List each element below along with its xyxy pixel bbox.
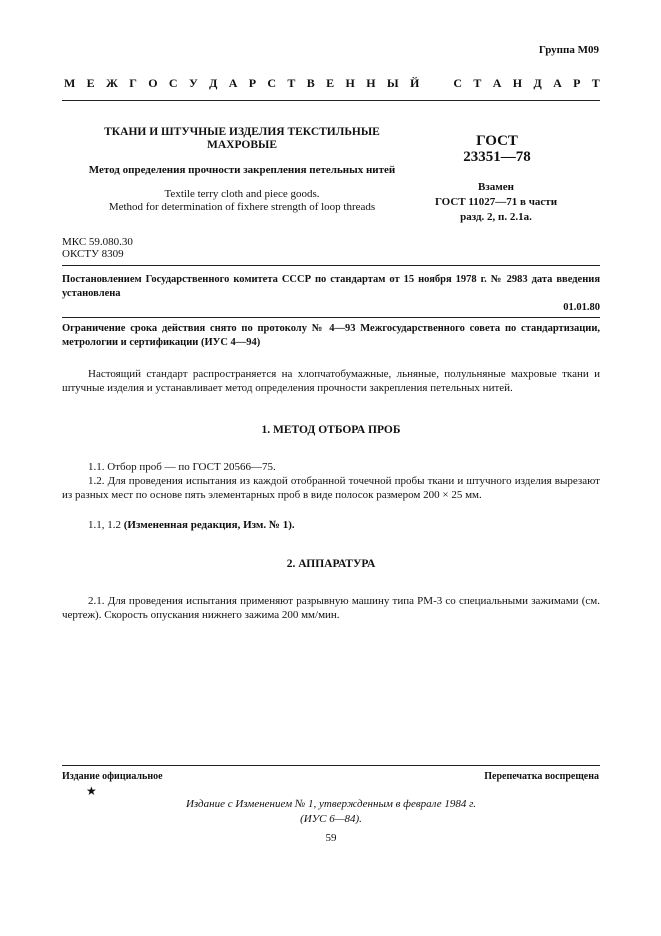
amendment-ref: 1.1, 1.2 xyxy=(88,519,121,531)
document-title xyxy=(62,126,422,152)
replaces-line-1: ГОСТ 11027—71 в части xyxy=(434,196,558,208)
standard-header-letter: Ж xyxy=(106,76,118,90)
section-1-heading: 1. МЕТОД ОТБОРА ПРОБ xyxy=(261,424,401,436)
star-icon: ★ xyxy=(86,784,97,798)
date-divider xyxy=(62,317,600,318)
section-2-1: 2.1. Для проведения испытания применяют разрывную машину типа РМ-3 со специальными зажимами (см. чертеж). Скорость опускания нижнего зажима 200 мм/мин. xyxy=(62,595,600,621)
standard-header-letter: Н xyxy=(366,76,376,90)
standard-header-letter: А xyxy=(492,76,502,90)
standard-header-letter: Й xyxy=(410,76,420,90)
section-1-1: 1.1. Отбор проб — по ГОСТ 20566—75. xyxy=(88,461,276,473)
standard-header-letter: Е xyxy=(86,76,95,90)
standard-header-letter: Г xyxy=(129,76,137,90)
standard-header-letter: У xyxy=(188,76,198,90)
standard-header-letter: В xyxy=(306,76,315,90)
standard-header-letter: Т xyxy=(287,76,296,90)
standard-header-letter: С xyxy=(267,76,277,90)
section-1-2: 1.2. Для проведения испытания из каждой отобранной точечной пробы ткани и штучного изделия вырезают из разных мест по основе пять элементарных проб в виде полосок размером 200 × 25 мм. xyxy=(62,475,600,501)
group-code: Группа М09 xyxy=(538,44,599,56)
limit-removed-text: Ограничение срока действия снято по протоколу № 4—93 Межгосударственного совета по стандартизации, метрологии и сертификации (ИУС 4—94) xyxy=(62,323,600,348)
standard-header-letter: Ы xyxy=(386,76,399,90)
header-divider xyxy=(62,100,600,101)
okstu-code: ОКСТУ 8309 xyxy=(62,248,124,260)
effective-date: 01.01.80 xyxy=(563,302,600,313)
standard-header-letter: Т xyxy=(591,76,600,90)
standard-header-letter: Р xyxy=(573,76,581,90)
method-title-ru: Метод определения прочности закрепления петельных нитей xyxy=(88,164,396,176)
standard-header-letter: Т xyxy=(473,76,482,90)
edition-note xyxy=(62,797,600,827)
standard-header-letter: Н xyxy=(512,76,523,90)
standard-header-letter: А xyxy=(553,76,562,90)
interstate-standard-header xyxy=(64,76,600,91)
standard-header-letter: Д xyxy=(533,76,542,90)
standard-header-letter: А xyxy=(228,76,238,90)
gost-number: 23351—78 xyxy=(463,149,531,165)
section-1-amendment xyxy=(62,518,600,532)
method-title-en xyxy=(62,188,422,214)
edition-note-line-2: (ИУС 6—84). xyxy=(300,813,362,825)
instead-label: Взамен xyxy=(478,181,514,193)
section-2-heading: 2. АППАРАТУРА xyxy=(286,558,376,570)
standard-header-letter: М xyxy=(64,76,76,90)
gost-label: ГОСТ xyxy=(476,133,518,149)
page-number: 59 xyxy=(325,832,337,844)
decree-text: Постановлением Государственного комитета СССР по стандартам от 15 ноября 1978 г. № 2983 дата введения установлена xyxy=(62,274,600,299)
replaces-block xyxy=(410,180,582,225)
standard-header-letter: Е xyxy=(326,76,335,90)
title-line-1: ТКАНИ И ШТУЧНЫЕ ИЗДЕЛИЯ ТЕКСТИЛЬНЫЕ xyxy=(104,126,380,138)
gost-number-block xyxy=(432,133,562,165)
method-en-line-2: Method for determination of fixhere strength of loop threads xyxy=(108,201,376,213)
standard-header-letter: Н xyxy=(345,76,355,90)
standard-header-letter: С xyxy=(453,76,463,90)
mks-code: МКС 59.080.30 xyxy=(62,236,133,248)
edition-note-line-1: Издание с Изменением № 1, утвержденным в феврале 1984 г. xyxy=(185,798,477,810)
replaces-line-2: разд. 2, п. 2.1а. xyxy=(460,211,532,223)
title-line-2: МАХРОВЫЕ xyxy=(207,139,277,151)
classification-codes xyxy=(62,236,133,260)
reprint-forbidden: Перепечатка воспрещена xyxy=(484,771,599,782)
official-edition: Издание официальное xyxy=(62,771,163,782)
amendment-note: (Измененная редакция, Изм. № 1). xyxy=(123,519,295,531)
method-en-line-1: Textile terry cloth and piece goods. xyxy=(164,188,320,200)
standard-header-letter: С xyxy=(168,76,178,90)
footer-divider xyxy=(62,765,600,766)
intro-paragraph: Настоящий стандарт распространяется на хлопчатобумажные, льняные, полульняные махровые ткани и штучные изделия и устанавливает метод определения прочности закрепления петельных нитей. xyxy=(62,368,600,394)
standard-header-letter: Р xyxy=(248,76,257,90)
standard-header-letter: Д xyxy=(209,76,218,90)
codes-divider xyxy=(62,265,600,266)
standard-header-letter: О xyxy=(148,76,158,90)
